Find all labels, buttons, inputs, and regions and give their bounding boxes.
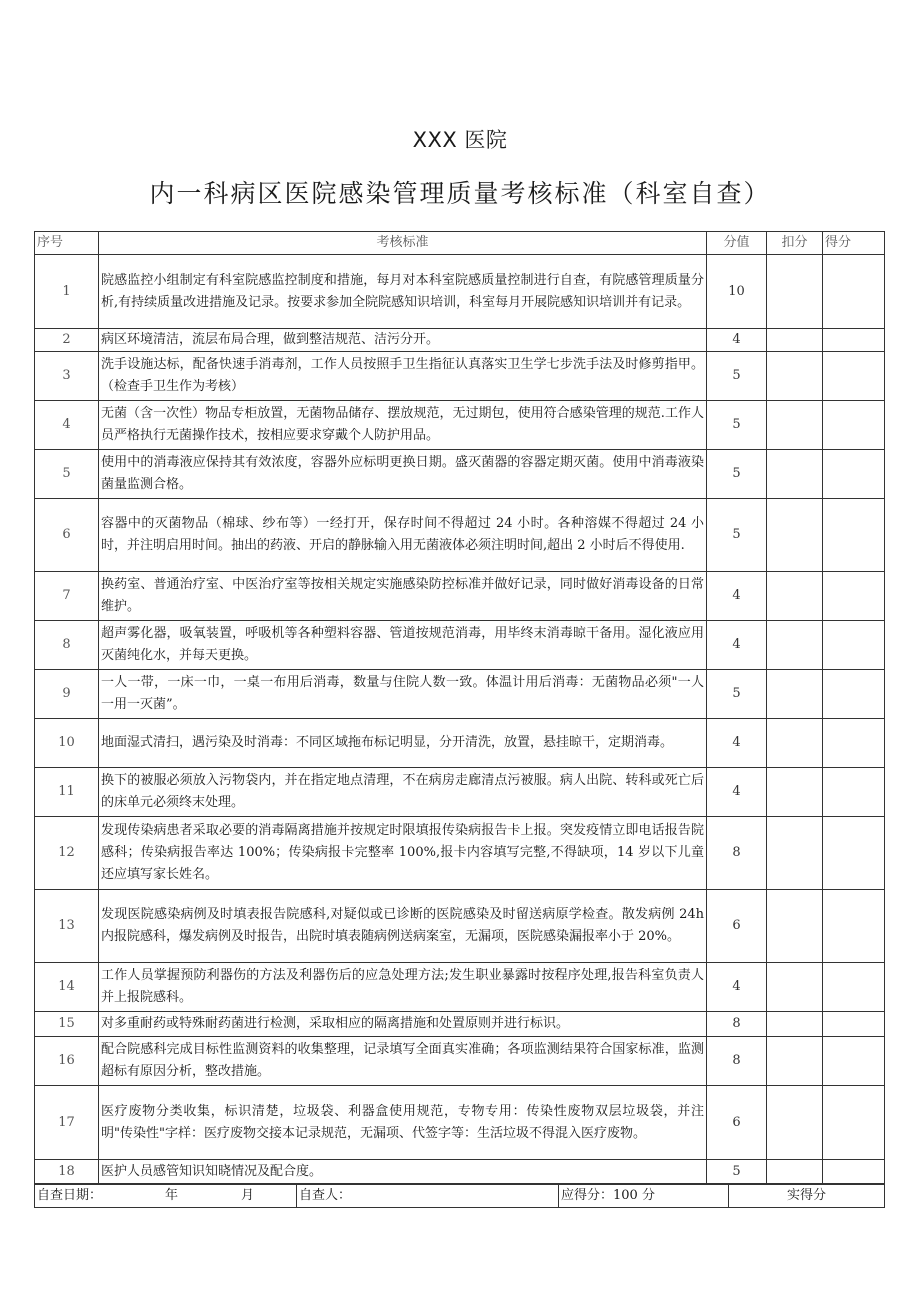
- row-got-cell[interactable]: [823, 499, 885, 572]
- row-score: 4: [707, 719, 767, 768]
- row-score: 4: [707, 329, 767, 352]
- row-criteria: 换下的被服必须放入污物袋内，并在指定地点清理，不在病房走廊清点污被服。病人出院、转科或死亡后的床单元必须终末处理。: [99, 768, 707, 817]
- month-label: 月: [240, 1188, 254, 1203]
- table-row: [35, 401, 885, 450]
- table-row: [35, 768, 885, 817]
- row-criteria: 对多重耐药或特殊耐药菌进行检测，采取相应的隔离措施和处置原则并进行标识。: [99, 1012, 707, 1037]
- row-criteria: 配合院感科完成目标性监测资料的收集整理，记录填写全面真实准确；各项监测结果符合国家标准，监测超标有原因分析，整改措施。: [99, 1037, 707, 1086]
- row-got-cell[interactable]: [823, 1012, 885, 1037]
- row-seq: 3: [35, 352, 99, 401]
- total-score-cell: [559, 1185, 729, 1208]
- table-row: [35, 1086, 885, 1160]
- actual-score-cell[interactable]: [729, 1185, 885, 1208]
- inspector-label: 自查人：: [299, 1188, 352, 1203]
- row-got-cell[interactable]: [823, 963, 885, 1012]
- row-score: 6: [707, 890, 767, 963]
- row-score: 5: [707, 499, 767, 572]
- table-row: [35, 499, 885, 572]
- row-criteria: 医护人员感管知识知晓情况及配合度。: [99, 1160, 707, 1184]
- year-label: 年: [164, 1188, 178, 1203]
- row-got-cell[interactable]: [823, 255, 885, 329]
- row-got-cell[interactable]: [823, 719, 885, 768]
- page-title: 内一科病区医院感染管理质量考核标准（科室自查）: [149, 179, 771, 208]
- row-score: 5: [707, 352, 767, 401]
- table-row: [35, 1012, 885, 1037]
- row-deduct-cell[interactable]: [767, 768, 823, 817]
- row-deduct-cell[interactable]: [767, 1037, 823, 1086]
- row-score: 6: [707, 1086, 767, 1160]
- inspector-field[interactable]: [297, 1185, 559, 1208]
- row-seq: 1: [35, 255, 99, 329]
- row-deduct-cell[interactable]: [767, 255, 823, 329]
- row-got-cell[interactable]: [823, 768, 885, 817]
- row-deduct-cell[interactable]: [767, 963, 823, 1012]
- table-row: [35, 817, 885, 890]
- table-row: [35, 621, 885, 670]
- row-seq: 13: [35, 890, 99, 963]
- row-deduct-cell[interactable]: [767, 499, 823, 572]
- row-score: 5: [707, 401, 767, 450]
- row-seq: 7: [35, 572, 99, 621]
- footer-row: [35, 1185, 885, 1208]
- header-score: 分值: [707, 232, 767, 255]
- row-got-cell[interactable]: [823, 1037, 885, 1086]
- row-got-cell[interactable]: [823, 450, 885, 499]
- row-deduct-cell[interactable]: [767, 1012, 823, 1037]
- row-criteria: 换药室、普通治疗室、中医治疗室等按相关规定实施感染防控标准并做好记录，同时做好消毒设备的日常维护。: [99, 572, 707, 621]
- row-deduct-cell[interactable]: [767, 329, 823, 352]
- row-criteria: 病区环境清洁，流层布局合理，做到整洁规范、洁污分开。: [99, 329, 707, 352]
- table-row: [35, 450, 885, 499]
- table-row: [35, 255, 885, 329]
- row-seq: 2: [35, 329, 99, 352]
- row-deduct-cell[interactable]: [767, 1086, 823, 1160]
- footer-table: [34, 1184, 885, 1208]
- row-seq: 8: [35, 621, 99, 670]
- row-seq: 14: [35, 963, 99, 1012]
- table-row: [35, 329, 885, 352]
- row-criteria: 超声雾化器，吸氧装置，呼吸机等各种塑料容器、管道按规范消毒，用毕终末消毒晾干备用。湿化液应用灭菌纯化水，并每天更换。: [99, 621, 707, 670]
- header-deduct: 扣分: [767, 232, 823, 255]
- row-got-cell[interactable]: [823, 401, 885, 450]
- row-criteria: 地面湿式清扫，遇污染及时消毒：不同区域拖布标记明显，分开清洗，放置，悬挂晾干，定期消毒。: [99, 719, 707, 768]
- row-criteria: 医疗废物分类收集，标识清楚，垃圾袋、利器盒使用规范，专物专用：传染性废物双层垃圾袋，并注明"传染性"字样：医疗废物交接本记录规范，无漏项、代签字等：生活垃圾不得混入医疗废物。: [99, 1086, 707, 1160]
- table-row: [35, 890, 885, 963]
- row-score: 4: [707, 572, 767, 621]
- table-header-row: [35, 232, 885, 255]
- row-criteria: 工作人员掌握预防利器伤的方法及利器伤后的应急处理方法;发生职业暴露时按程序处理,报告科室负责人并上报院感科。: [99, 963, 707, 1012]
- row-seq: 16: [35, 1037, 99, 1086]
- row-got-cell[interactable]: [823, 572, 885, 621]
- row-criteria: 使用中的消毒液应保持其有效浓度，容器外应标明更换日期。盛灭菌器的容器定期灭菌。使用中消毒液染菌量监测合格。: [99, 450, 707, 499]
- table-row: [35, 963, 885, 1012]
- header-standard: 考核标准: [99, 232, 707, 255]
- hospital-name: XXX 医院: [412, 128, 508, 152]
- row-got-cell[interactable]: [823, 621, 885, 670]
- row-deduct-cell[interactable]: [767, 572, 823, 621]
- self-check-date[interactable]: [35, 1185, 297, 1208]
- date-label: 自查日期：: [37, 1188, 103, 1203]
- row-criteria: 无菌（含一次性）物品专柜放置，无菌物品储存、摆放规范，无过期包，使用符合感染管理的规范.工作人员严格执行无菌操作技术，按相应要求穿戴个人防护用品。: [99, 401, 707, 450]
- row-got-cell[interactable]: [823, 1086, 885, 1160]
- table-row: [35, 1160, 885, 1184]
- row-score: 5: [707, 1160, 767, 1184]
- header-got: 得分: [823, 232, 885, 255]
- standards-table: [34, 231, 885, 1184]
- row-criteria: 发现传染病患者采取必要的消毒隔离措施并按规定时限填报传染病报告卡上报。突发疫情立即电话报告院感科；传染病报告率达 100%；传染病报卡完整率 100%,报卡内容填写完整,不得缺项，14 岁以下儿童还应填写家长姓名。: [99, 817, 707, 890]
- row-seq: 15: [35, 1012, 99, 1037]
- row-score: 4: [707, 963, 767, 1012]
- total-score-label: 应得分：100 分: [561, 1188, 655, 1203]
- table-row: [35, 719, 885, 768]
- row-seq: 5: [35, 450, 99, 499]
- row-got-cell[interactable]: [823, 1160, 885, 1184]
- header-seq: 序号: [35, 232, 99, 255]
- row-seq: 6: [35, 499, 99, 572]
- row-got-cell[interactable]: [823, 329, 885, 352]
- row-criteria: 发现医院感染病例及时填表报告院感科,对疑似或已诊断的医院感染及时留送病原学检查。散发病例 24h 内报院感科，爆发病例及时报告，出院时填表随病例送病案室，无漏项，医院感染漏报率小于 20%。: [99, 890, 707, 963]
- row-seq: 18: [35, 1160, 99, 1184]
- row-seq: 12: [35, 817, 99, 890]
- row-deduct-cell[interactable]: [767, 1160, 823, 1184]
- row-criteria: 院感监控小组制定有科室院感监控制度和措施，每月对本科室院感质量控制进行自查，有院感管理质量分析,有持续质量改进措施及记录。按要求参加全院院感知识培训，科室每月开展院感知识培训并有记录。: [99, 255, 707, 329]
- row-deduct-cell[interactable]: [767, 621, 823, 670]
- table-row: [35, 670, 885, 719]
- row-score: 8: [707, 1037, 767, 1086]
- row-score: 5: [707, 450, 767, 499]
- row-deduct-cell[interactable]: [767, 890, 823, 963]
- row-got-cell[interactable]: [823, 890, 885, 963]
- row-score: 8: [707, 817, 767, 890]
- row-score: 4: [707, 621, 767, 670]
- row-deduct-cell[interactable]: [767, 817, 823, 890]
- row-seq: 4: [35, 401, 99, 450]
- row-deduct-cell[interactable]: [767, 450, 823, 499]
- row-criteria: 一人一带，一床一巾，一桌一布用后消毒，数量与住院人数一致。体温计用后消毒：无菌物品必须"一人一用一灭菌”。: [99, 670, 707, 719]
- row-got-cell[interactable]: [823, 352, 885, 401]
- row-seq: 17: [35, 1086, 99, 1160]
- actual-score-label: 实得分: [786, 1188, 826, 1203]
- row-deduct-cell[interactable]: [767, 401, 823, 450]
- row-deduct-cell[interactable]: [767, 670, 823, 719]
- row-score: 8: [707, 1012, 767, 1037]
- table-row: [35, 572, 885, 621]
- table-row: [35, 1037, 885, 1086]
- row-criteria: 洗手设施达标，配备快速手消毒剂，工作人员按照手卫生指征认真落实卫生学七步洗手法及时修剪指甲。（检查手卫生作为考核）: [99, 352, 707, 401]
- row-got-cell[interactable]: [823, 670, 885, 719]
- row-score: 10: [707, 255, 767, 329]
- table-row: [35, 352, 885, 401]
- row-score: 4: [707, 768, 767, 817]
- row-got-cell[interactable]: [823, 817, 885, 890]
- row-seq: 9: [35, 670, 99, 719]
- row-deduct-cell[interactable]: [767, 352, 823, 401]
- row-criteria: 容器中的灭菌物品（棉球、纱布等）一经打开，保存时间不得超过 24 小时。各种溶媒不得超过 24 小时，并注明启用时间。抽出的药液、开启的静脉输入用无菌液体必须注明时间,超出 2 小时后不得使用.: [99, 499, 707, 572]
- row-seq: 10: [35, 719, 99, 768]
- row-deduct-cell[interactable]: [767, 719, 823, 768]
- row-score: 5: [707, 670, 767, 719]
- row-seq: 11: [35, 768, 99, 817]
